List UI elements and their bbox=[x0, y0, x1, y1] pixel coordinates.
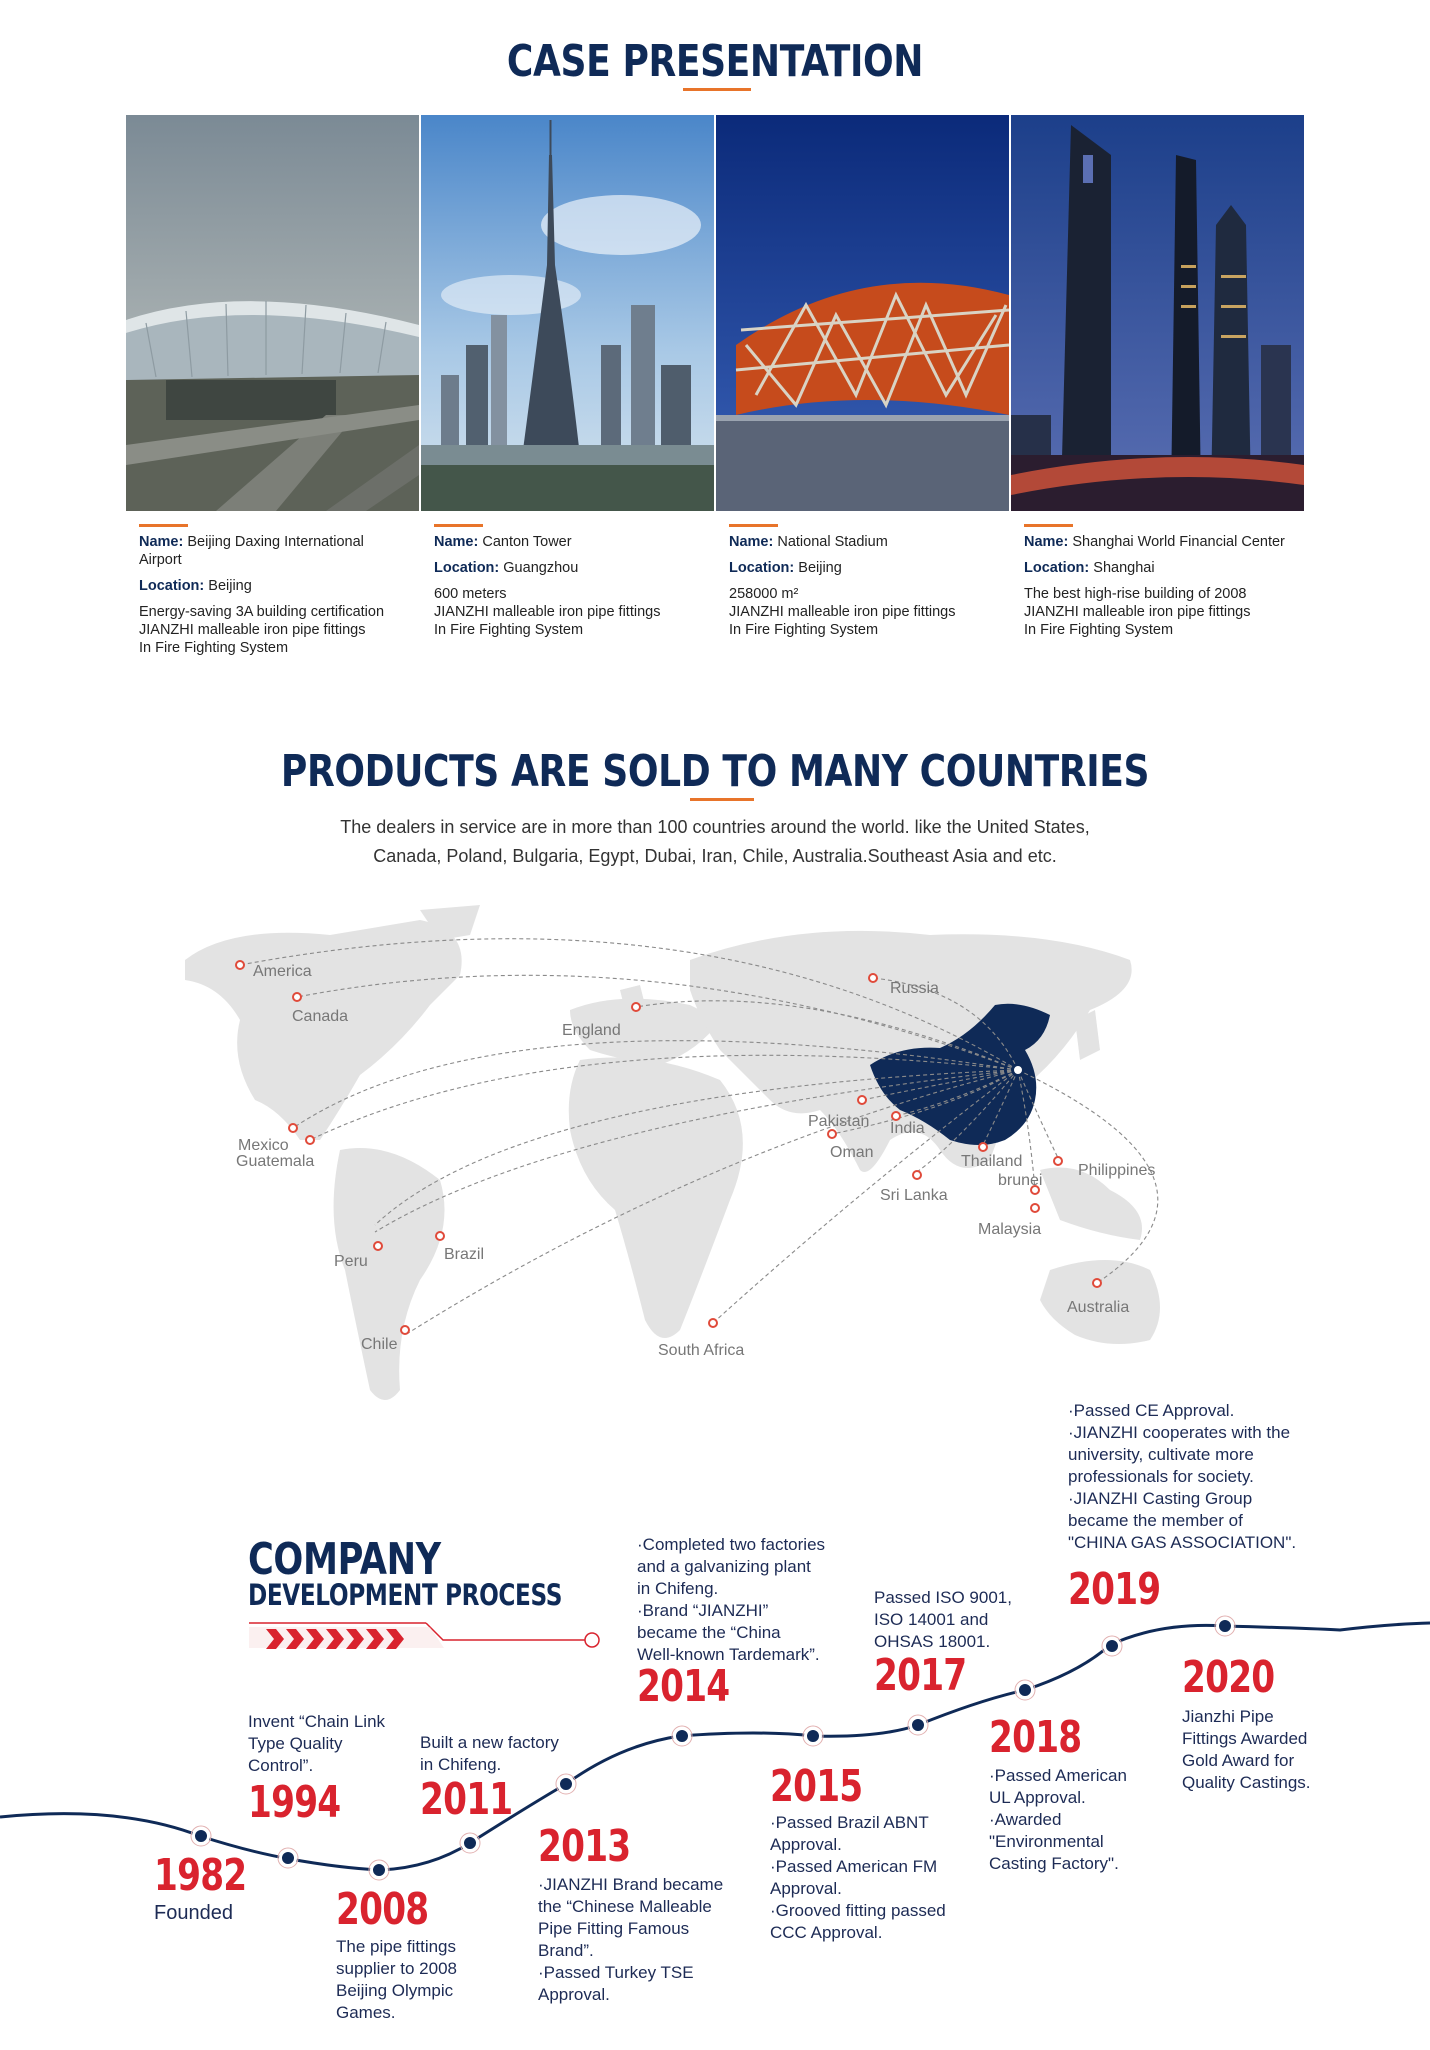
info-accent-bar bbox=[139, 524, 188, 527]
location-value: Beijing bbox=[798, 560, 842, 576]
year-2018: 2018 bbox=[989, 1712, 1082, 1763]
name-value: Canton Tower bbox=[482, 534, 572, 550]
event-2014-text: ·Completed two factories and a galvanizing plant in Chifeng. ·Brand “JIANZHI” became the “China Well-known Tardemark”. bbox=[637, 1535, 826, 1664]
location-label: Location: bbox=[1024, 560, 1090, 576]
location-value: Shanghai bbox=[1093, 560, 1155, 576]
label-australia: Australia bbox=[1067, 1299, 1130, 1316]
case-info-airport bbox=[139, 524, 409, 657]
name-value: National Stadium bbox=[777, 534, 888, 550]
label-russia: Russia bbox=[890, 980, 939, 997]
label-canada: Canada bbox=[292, 1008, 349, 1025]
event-2017-text: Passed ISO 9001, ISO 14001 and OHSAS 18001. bbox=[874, 1588, 1012, 1651]
info-accent-bar bbox=[434, 524, 483, 527]
year-2011: 2011 bbox=[420, 1774, 513, 1825]
case-photo-canton-tower bbox=[421, 115, 714, 511]
location-label: Location: bbox=[139, 578, 205, 594]
label-peru: Peru bbox=[334, 1253, 368, 1270]
event-2013-text: ·JIANZHI Brand became the “Chinese Malleable Pipe Fitting Famous Brand”. ·Passed Turkey TSE Approval. bbox=[538, 1875, 724, 2004]
year-2017: 2017 bbox=[874, 1650, 967, 1701]
event-2018-text: ·Passed American UL Approval. ·Awarded "Environmental Casting Factory". bbox=[989, 1766, 1127, 1873]
label-thailand: Thailand bbox=[961, 1153, 1023, 1170]
label-brunei: brunei bbox=[998, 1172, 1043, 1189]
case-info-canton bbox=[434, 524, 704, 639]
case-description: The best high-rise building of 2008 JIANZHI malleable iron pipe fittings In Fire Fighting System bbox=[1024, 586, 1251, 638]
label-philippines: Philippines bbox=[1078, 1162, 1156, 1179]
countries-intro-line-2: Canada, Poland, Bulgaria, Egypt, Dubai, Iran, Chile, Australia.Southeast Asia and etc. bbox=[373, 846, 1057, 866]
year-2015: 2015 bbox=[770, 1761, 863, 1812]
case-info-shanghai bbox=[1024, 524, 1294, 639]
label-america: America bbox=[253, 963, 312, 980]
case-info-stadium bbox=[729, 524, 999, 639]
label-oman: Oman bbox=[830, 1144, 874, 1161]
case-name bbox=[139, 533, 409, 569]
location-value: Guangzhou bbox=[503, 560, 579, 576]
name-value: Beijing Daxing International Airport bbox=[139, 534, 364, 568]
year-2014: 2014 bbox=[637, 1661, 730, 1712]
case-title-underline bbox=[683, 88, 751, 91]
timeline-title-development: DEVELOPMENT PROCESS bbox=[248, 1578, 563, 1612]
name-label: Name: bbox=[1024, 534, 1069, 550]
label-pakistan: Pakistan bbox=[808, 1113, 870, 1130]
case-description: 600 meters JIANZHI malleable iron pipe fittings In Fire Fighting System bbox=[434, 586, 661, 638]
year-1994: 1994 bbox=[248, 1777, 341, 1828]
year-2019: 2019 bbox=[1068, 1564, 1161, 1615]
countries-section-title: PRODUCTS ARE SOLD TO MANY COUNTRIES bbox=[280, 746, 1150, 797]
year-1982: 1982 bbox=[154, 1850, 247, 1901]
case-location bbox=[139, 577, 409, 595]
countries-title-underline bbox=[690, 798, 754, 801]
event-2011-text: Built a new factory in Chifeng. bbox=[420, 1733, 559, 1774]
event-1994-text: Invent “Chain Link Type Quality Control”. bbox=[248, 1712, 386, 1775]
world-map bbox=[170, 900, 1156, 1420]
label-malaysia: Malaysia bbox=[978, 1221, 1042, 1238]
info-accent-bar bbox=[729, 524, 778, 527]
case-photo-shanghai-wfc bbox=[1011, 115, 1304, 511]
label-brazil: Brazil bbox=[444, 1246, 485, 1263]
year-2013: 2013 bbox=[538, 1821, 631, 1872]
name-label: Name: bbox=[729, 534, 774, 550]
name-value: Shanghai World Financial Center bbox=[1072, 534, 1285, 550]
case-location bbox=[1024, 559, 1294, 577]
label-south-africa: South Africa bbox=[658, 1342, 745, 1359]
case-description: Energy-saving 3A building certification JIANZHI malleable iron pipe fittings In Fire Fighting System bbox=[139, 604, 385, 656]
location-value: Beijing bbox=[208, 578, 252, 594]
case-photo-national-stadium bbox=[716, 115, 1009, 511]
name-label: Name: bbox=[139, 534, 184, 550]
event-2019-text: ·Passed CE Approval. ·JIANZHI cooperates with the university, cultivate more professionals for society. ·JIANZHI Casting Group became the member of "CHINA GAS ASSOCIATION". bbox=[1068, 1401, 1297, 1552]
info-accent-bar bbox=[1024, 524, 1073, 527]
event-2008-text: The pipe fittings supplier to 2008 Beijing Olympic Games. bbox=[336, 1937, 457, 2022]
label-india: India bbox=[890, 1120, 925, 1137]
event-2015-text: ·Passed Brazil ABNT Approval. ·Passed American FM Approval. ·Grooved fitting passed CCC Approval. bbox=[770, 1813, 946, 1942]
event-1982-text: Founded bbox=[154, 1902, 233, 1924]
year-2008: 2008 bbox=[336, 1884, 429, 1935]
timeline-title-company: COMPANY bbox=[248, 1534, 441, 1585]
case-section-title: CASE PRESENTATION bbox=[506, 36, 924, 87]
case-photo-airport bbox=[126, 115, 419, 511]
label-england: England bbox=[562, 1022, 621, 1039]
case-name bbox=[434, 533, 704, 551]
year-2020: 2020 bbox=[1182, 1652, 1275, 1703]
name-label: Name: bbox=[434, 534, 479, 550]
label-sri-lanka: Sri Lanka bbox=[880, 1187, 948, 1204]
case-location bbox=[434, 559, 704, 577]
case-location bbox=[729, 559, 999, 577]
event-2020-text: Jianzhi Pipe Fittings Awarded Gold Award for Quality Castings. bbox=[1182, 1707, 1311, 1792]
location-label: Location: bbox=[729, 560, 795, 576]
case-name bbox=[1024, 533, 1294, 551]
label-mexico: Mexico bbox=[238, 1137, 289, 1154]
label-chile: Chile bbox=[361, 1336, 398, 1353]
case-name bbox=[729, 533, 999, 551]
title-decoration bbox=[249, 1623, 599, 1649]
case-description: 258000 m² JIANZHI malleable iron pipe fittings In Fire Fighting System bbox=[729, 586, 956, 638]
countries-intro-line-1: The dealers in service are in more than 100 countries around the world. like the United States, bbox=[340, 817, 1090, 837]
company-timeline bbox=[0, 1400, 1430, 2050]
location-label: Location: bbox=[434, 560, 500, 576]
label-guatemala: Guatemala bbox=[236, 1153, 315, 1170]
